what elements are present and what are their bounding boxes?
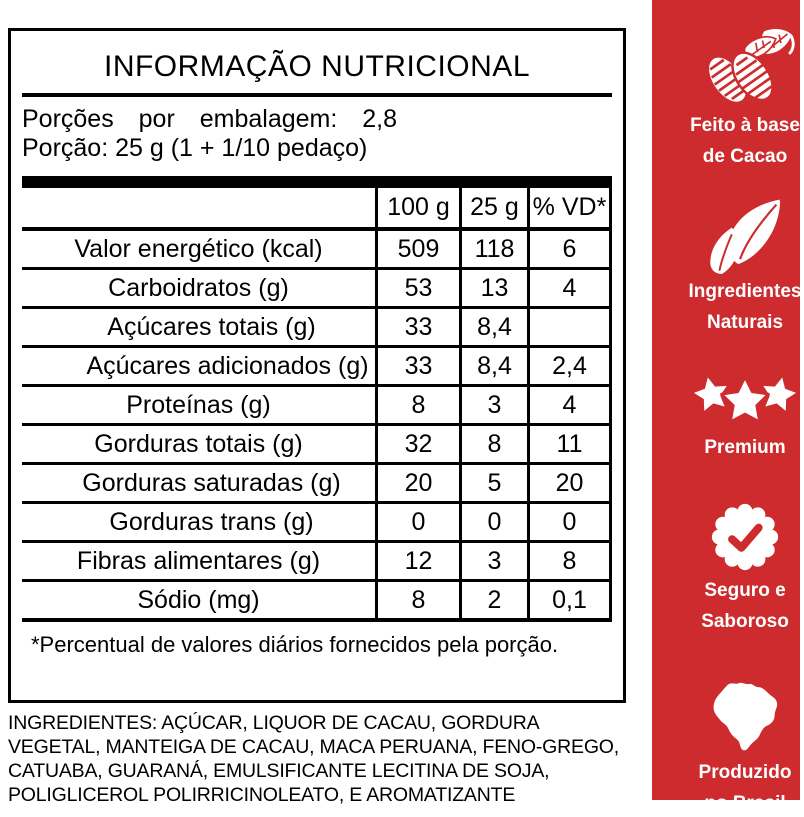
value-percent-dv: 2,4 bbox=[529, 347, 611, 386]
badge-safe-tasty-label-line2: Saboroso bbox=[701, 611, 789, 632]
table-top-bar bbox=[22, 176, 612, 188]
badge-natural-label-line2: Naturais bbox=[706, 312, 784, 333]
value-percent-dv: 4 bbox=[529, 269, 611, 308]
title-divider bbox=[22, 93, 612, 97]
value-per-25g: 8,4 bbox=[461, 308, 529, 347]
column-header-100g: 100 g bbox=[377, 188, 461, 229]
nutrition-table-body bbox=[22, 229, 611, 620]
badge-premium-label: Premium bbox=[704, 437, 786, 458]
table-row bbox=[22, 347, 611, 386]
nutrient-name: Açúcares totais (g) bbox=[22, 308, 377, 347]
nutrient-name: Gorduras totais (g) bbox=[22, 425, 377, 464]
stars-icon bbox=[686, 370, 804, 430]
badge-safe-tasty bbox=[690, 501, 800, 635]
value-per-25g: 8 bbox=[461, 425, 529, 464]
badge-safe-tasty-label-line1: Seguro e bbox=[704, 580, 786, 601]
table-row bbox=[22, 308, 611, 347]
daily-values-footnote: *Percentual de valores diários fornecidos pela porção. bbox=[31, 632, 559, 657]
column-header-empty bbox=[22, 188, 377, 229]
badge-cacao bbox=[690, 28, 800, 170]
badge-brazil-label-line1: Produzido bbox=[698, 762, 792, 783]
panel-title: INFORMAÇÃO NUTRICIONAL bbox=[103, 50, 531, 83]
value-percent-dv: 0 bbox=[529, 503, 611, 542]
value-per-100g: 33 bbox=[377, 308, 461, 347]
table-row bbox=[22, 542, 611, 581]
feature-sidebar bbox=[652, 0, 802, 814]
badge-natural bbox=[690, 198, 800, 336]
badge-cacao-label-line2: de Cacao bbox=[702, 146, 788, 167]
nutrient-name: Sódio (mg) bbox=[22, 581, 377, 621]
column-header-25g: 25 g bbox=[461, 188, 529, 229]
badge-brazil bbox=[690, 677, 800, 817]
value-per-25g: 3 bbox=[461, 386, 529, 425]
badge-natural-label-line1: Ingredientes bbox=[688, 281, 802, 302]
value-per-100g: 20 bbox=[377, 464, 461, 503]
value-per-100g: 0 bbox=[377, 503, 461, 542]
nutrient-name: Fibras alimentares (g) bbox=[22, 542, 377, 581]
table-row bbox=[22, 229, 611, 269]
nutrient-name: Açúcares adicionados (g) bbox=[22, 347, 377, 386]
table-row bbox=[22, 386, 611, 425]
value-percent-dv: 6 bbox=[529, 229, 611, 269]
nutrient-name: Gorduras trans (g) bbox=[22, 503, 377, 542]
value-per-100g: 53 bbox=[377, 269, 461, 308]
table-header-row bbox=[22, 188, 611, 229]
nutrient-name: Gorduras saturadas (g) bbox=[22, 464, 377, 503]
value-per-25g: 5 bbox=[461, 464, 529, 503]
value-percent-dv: 4 bbox=[529, 386, 611, 425]
value-per-100g: 32 bbox=[377, 425, 461, 464]
value-per-100g: 8 bbox=[377, 581, 461, 621]
value-per-25g: 8,4 bbox=[461, 347, 529, 386]
brazil-map-icon bbox=[701, 677, 789, 755]
table-row bbox=[22, 464, 611, 503]
nutrition-facts-panel bbox=[8, 28, 626, 703]
value-percent-dv: 11 bbox=[529, 425, 611, 464]
servings-per-package: Porções por embalagem: 2,8 bbox=[22, 105, 398, 133]
table-row bbox=[22, 581, 611, 621]
column-header-vd: % VD* bbox=[529, 188, 611, 229]
cacao-icon bbox=[693, 28, 797, 108]
value-percent-dv: 20 bbox=[529, 464, 611, 503]
table-row bbox=[22, 269, 611, 308]
value-per-100g: 33 bbox=[377, 347, 461, 386]
value-per-25g: 3 bbox=[461, 542, 529, 581]
seal-check-icon bbox=[708, 501, 782, 573]
value-percent-dv bbox=[529, 308, 611, 347]
value-per-25g: 0 bbox=[461, 503, 529, 542]
badge-brazil-label-line2: no Brasil bbox=[704, 793, 786, 814]
value-percent-dv: 0,1 bbox=[529, 581, 611, 621]
table-row bbox=[22, 425, 611, 464]
table-row bbox=[22, 503, 611, 542]
value-per-100g: 509 bbox=[377, 229, 461, 269]
leaves-icon bbox=[703, 198, 787, 274]
value-per-25g: 2 bbox=[461, 581, 529, 621]
badge-cacao-label-line1: Feito à base bbox=[690, 115, 800, 136]
ingredients-text: INGREDIENTES: AÇÚCAR, LIQUOR DE CACAU, GORDURA VEGETAL, MANTEIGA DE CACAU, MACA PERUANA, FENO-GREGO, CATUABA, GUARANÁ, EMULSIFICANTE LECITINA DE SOJA, POLIGLICEROL POLIRRICINOLEATO, E AROMATIZANTE bbox=[8, 712, 619, 806]
nutrient-name: Valor energético (kcal) bbox=[22, 229, 377, 269]
value-per-25g: 13 bbox=[461, 269, 529, 308]
nutrition-table bbox=[22, 188, 612, 622]
nutrient-name: Carboidratos (g) bbox=[22, 269, 377, 308]
nutrient-name: Proteínas (g) bbox=[22, 386, 377, 425]
badge-premium bbox=[690, 370, 800, 461]
value-per-100g: 8 bbox=[377, 386, 461, 425]
value-percent-dv: 8 bbox=[529, 542, 611, 581]
value-per-25g: 118 bbox=[461, 229, 529, 269]
portion-size: Porção: 25 g (1 + 1/10 pedaço) bbox=[22, 134, 368, 162]
value-per-100g: 12 bbox=[377, 542, 461, 581]
